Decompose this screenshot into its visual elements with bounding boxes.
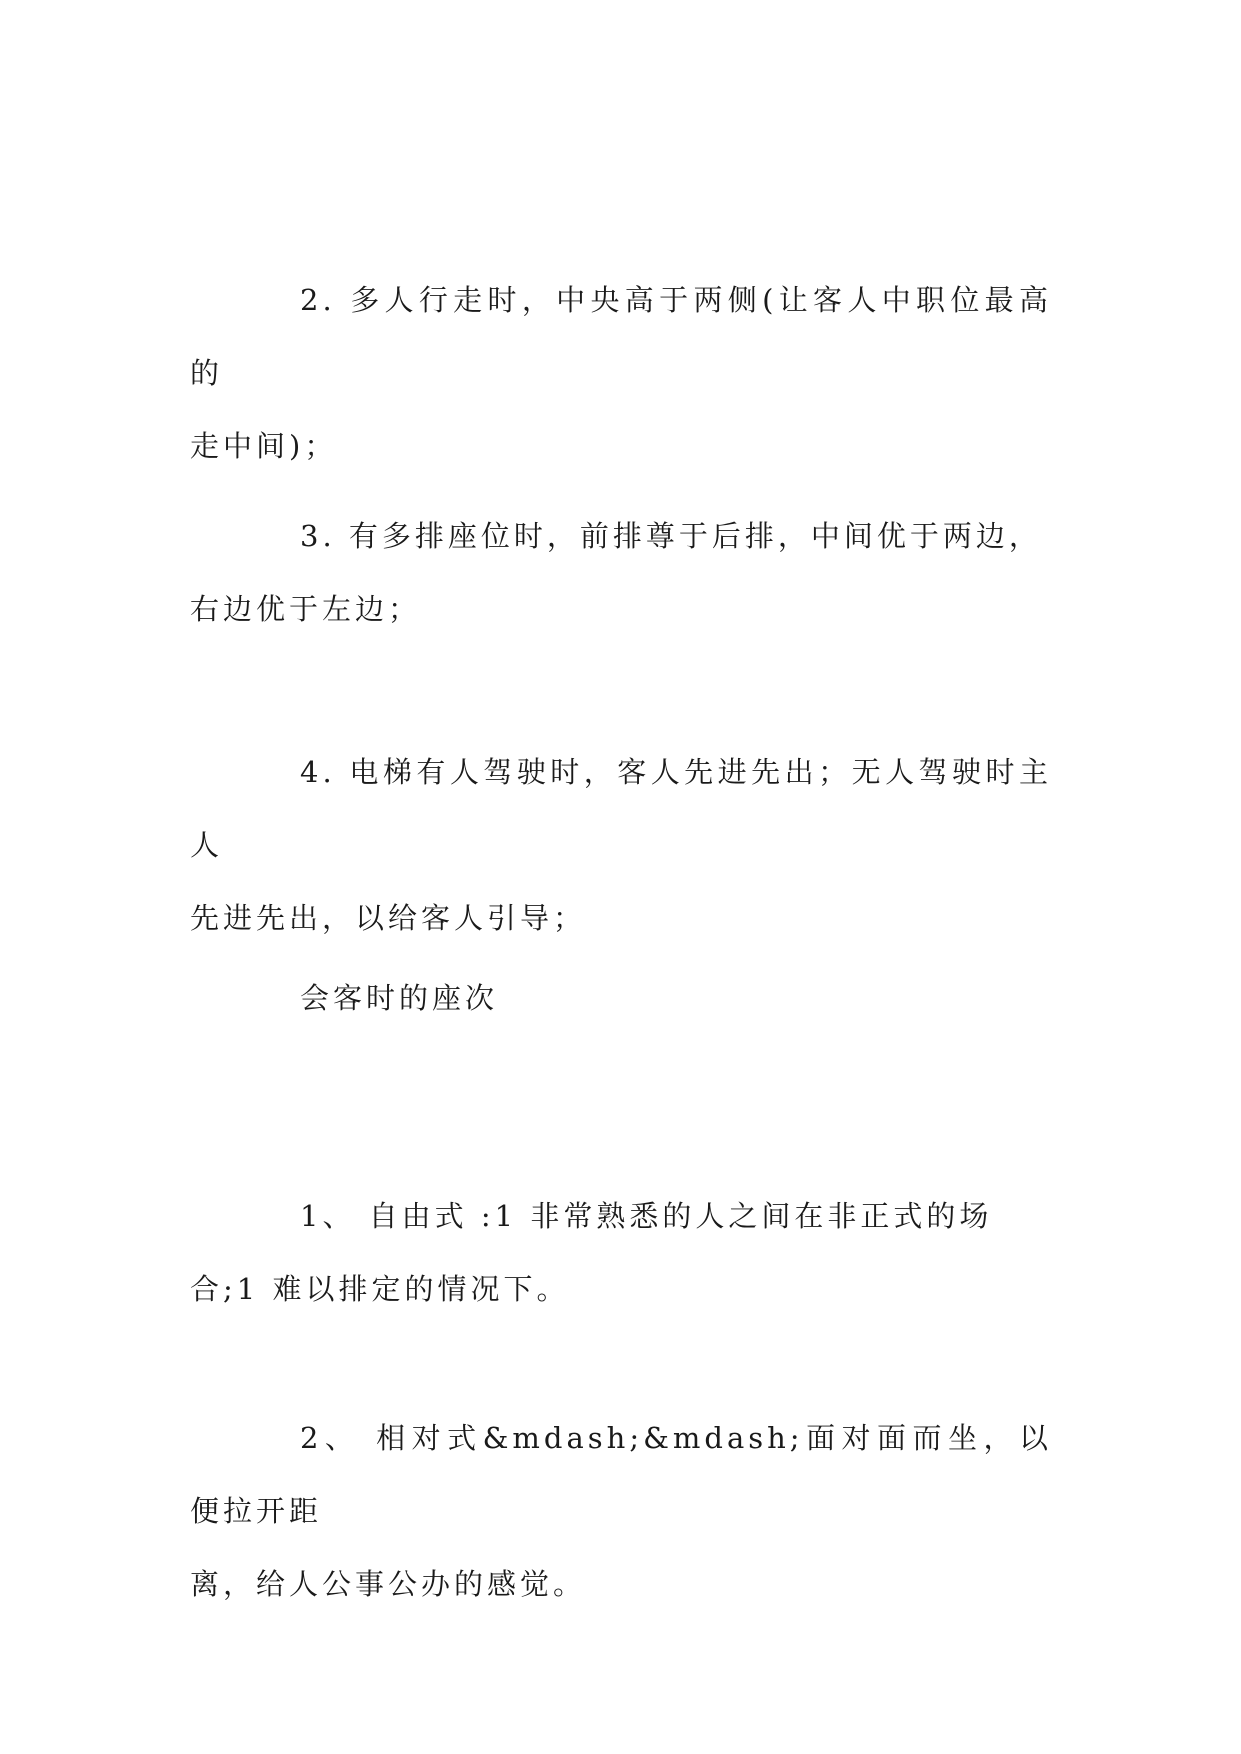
paragraph-line: 先进先出，以给客人引导； [190,901,587,935]
paragraph-line: 2、 相对式&mdash;&mdash;面对面而坐，以便拉开距 [190,1421,1052,1528]
section-heading-meeting-seating [190,962,1052,1035]
paragraph-free-style [190,1180,1052,1326]
paragraph-line: 走中间)； [190,429,338,463]
paragraph-line: 4. 电梯有人驾驶时，客人先进先出；无人驾驶时主人 [190,755,1052,862]
paragraph-seating-rows-rule [190,500,1052,646]
paragraph-line: 合;1 难以排定的情况下。 [190,1272,570,1306]
paragraph-face-to-face-style [190,1402,1052,1621]
paragraph-line: 2. 多人行走时，中央高于两侧(让客人中职位最高的 [190,283,1052,390]
paragraph-walking-rule [190,264,1052,483]
paragraph-line: 1、 自由式 :1 非常熟悉的人之间在非正式的场 [300,1199,993,1233]
heading-line: 会客时的座次 [300,981,499,1015]
paragraph-line: 右边优于左边； [190,592,422,626]
paragraph-line: 离，给人公事公办的感觉。 [190,1567,587,1601]
paragraph-elevator-rule [190,736,1052,955]
paragraph-line: 3. 有多排座位时，前排尊于后排，中间优于两边， [300,519,1042,553]
